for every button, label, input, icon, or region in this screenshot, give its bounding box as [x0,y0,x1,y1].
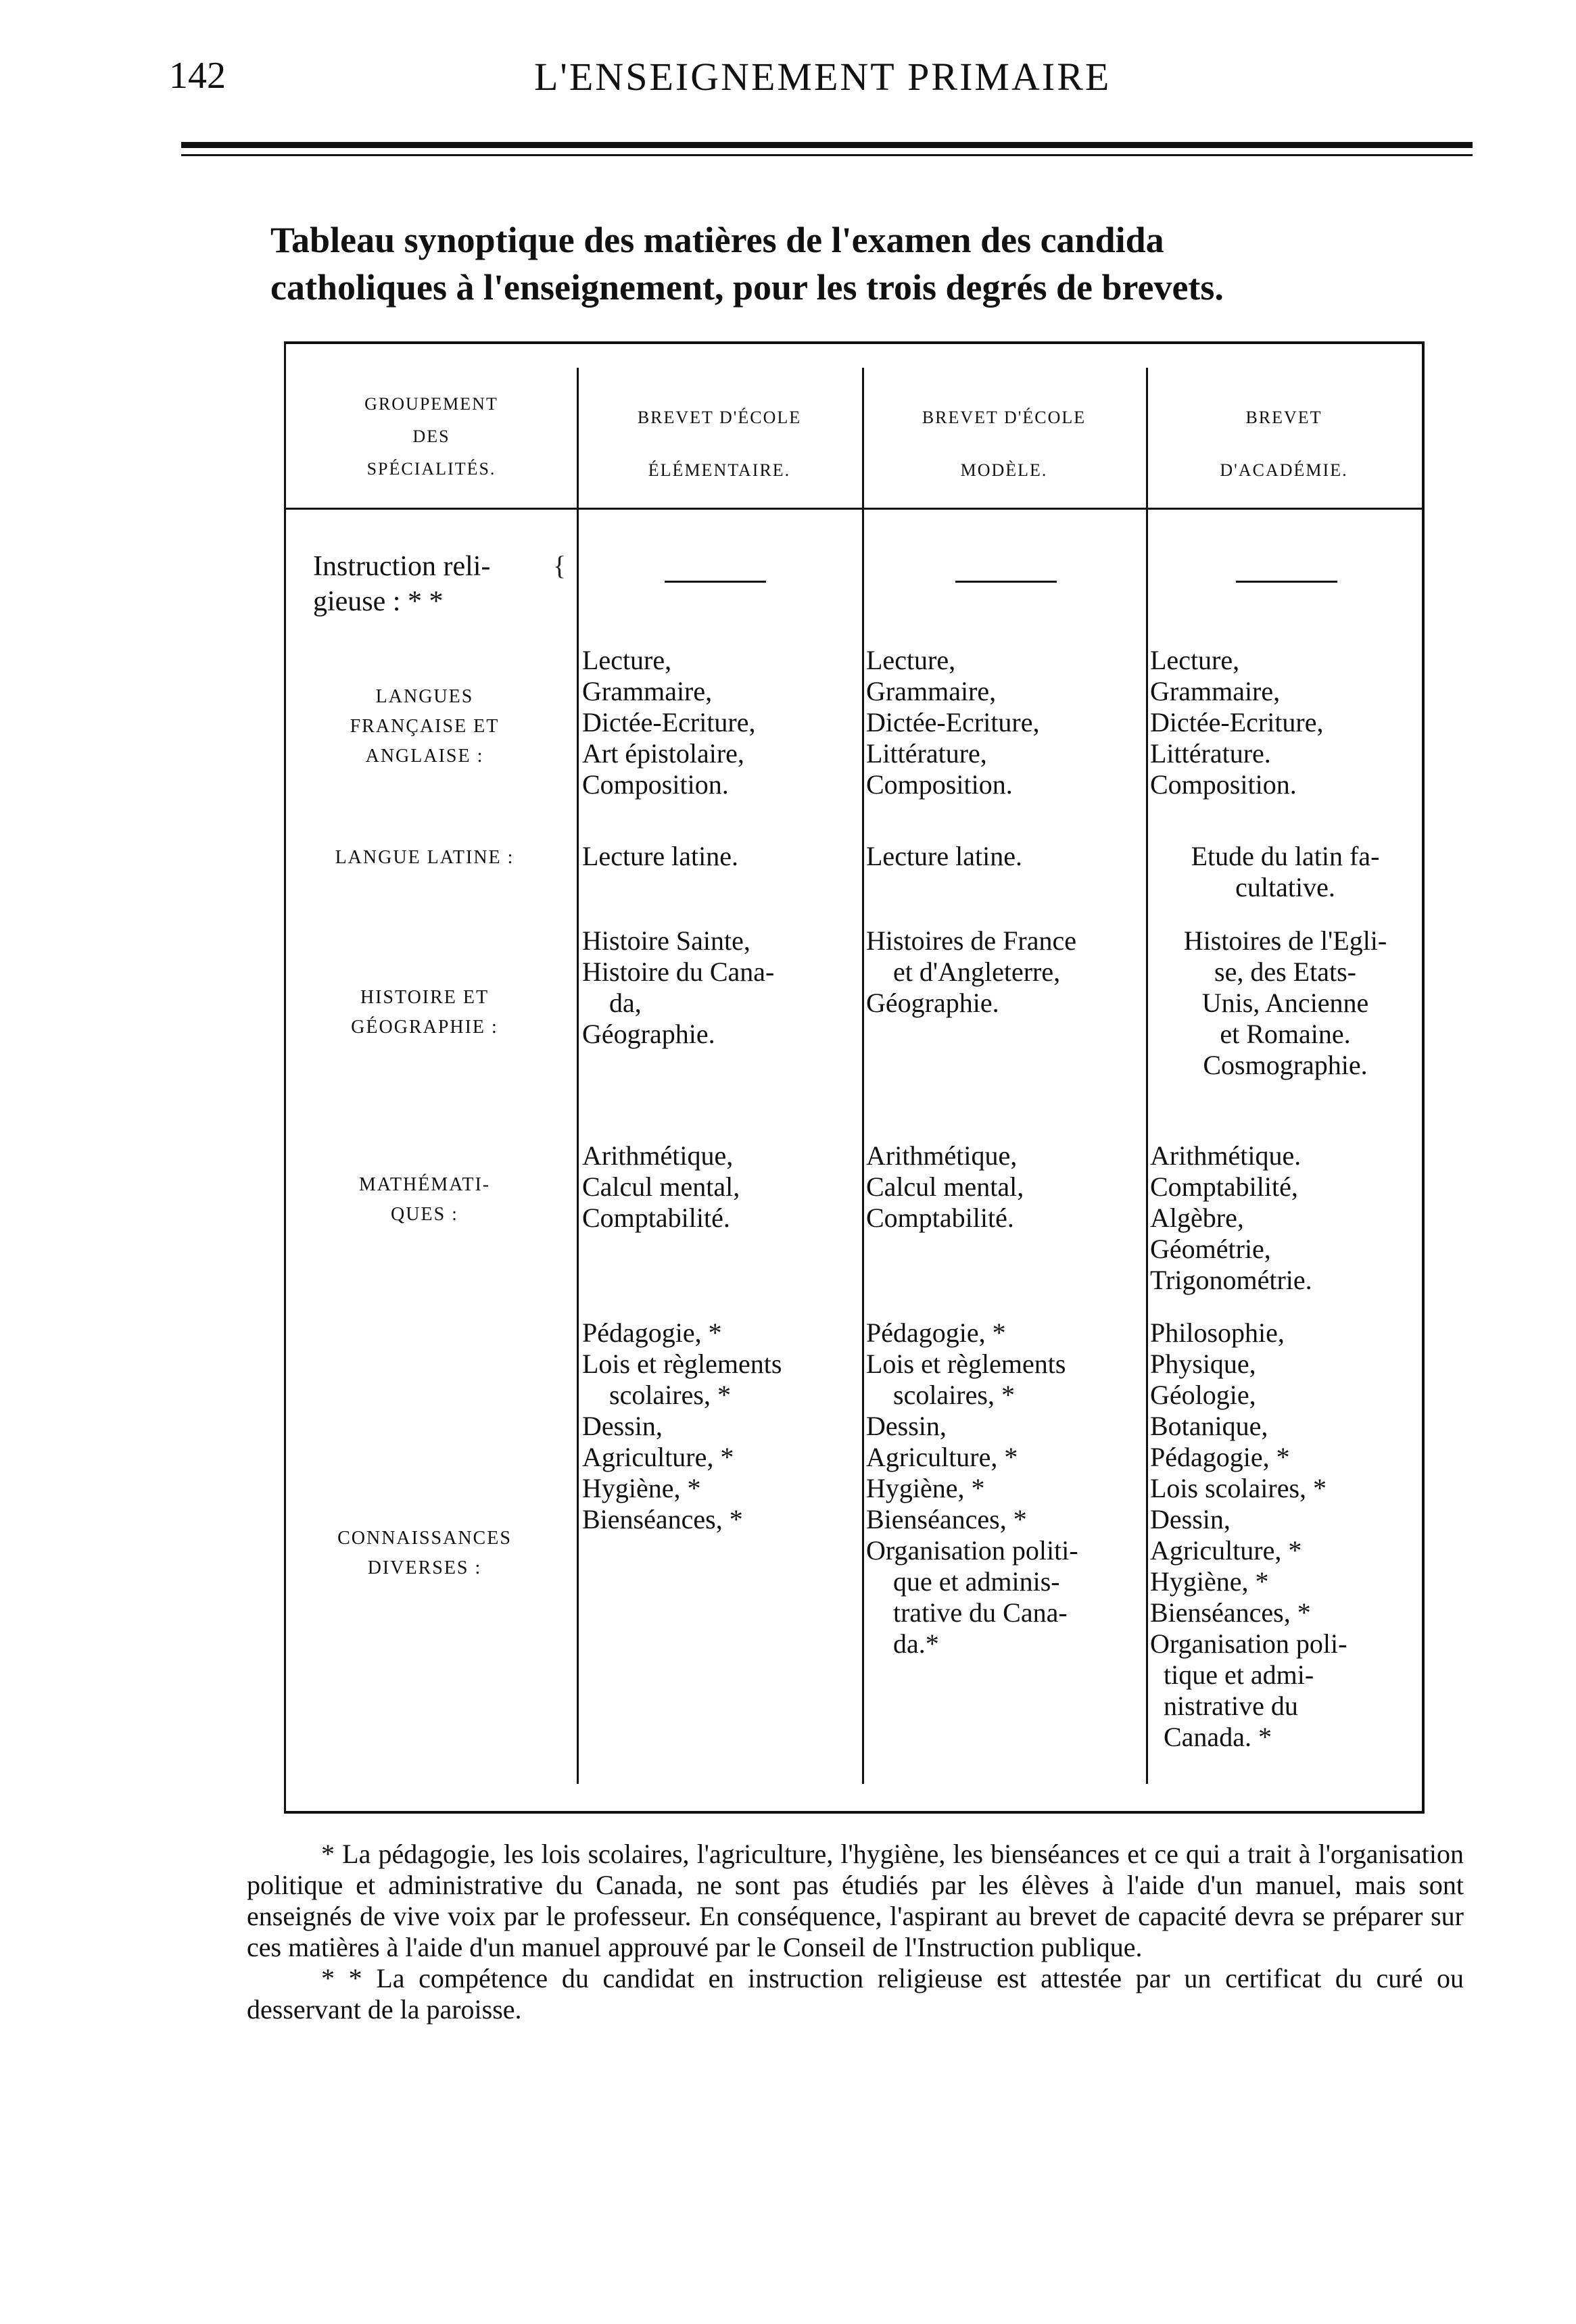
cell-line: Agriculture, * [866,1442,1018,1472]
running-title: L'ENSEIGNEMENT PRIMAIRE [534,55,1112,99]
cell-line: Calcul mental, [866,1171,1024,1202]
footnotes [247,1839,1464,2025]
dash-modele [955,581,1057,583]
header-rule-thin [181,154,1473,156]
group-line: Instruction reli- [313,551,491,582]
cell-line: Lecture, [1150,645,1240,675]
header-rule [181,142,1473,148]
title-line-2: catholiques à l'enseignement, pour les trois degrés de brevets. [270,267,1224,308]
header-modele [862,391,1146,497]
cell-line: Géométrie, [1150,1234,1271,1264]
header-line: SPÉCIALITÉS. [366,459,496,479]
cell-line: Physique, [1150,1349,1256,1379]
cell-line: Lois et règlements [582,1349,782,1379]
cell-line: Dictée-Ecriture, [866,707,1040,737]
group-line: GÉOGRAPHIE : [351,1017,498,1038]
cell-line: cultative. [1235,872,1335,902]
cell-line: Botanique, [1150,1411,1268,1441]
group-label-latin [286,843,563,873]
header-line: MODÈLE. [960,460,1048,480]
header-academie [1146,391,1422,497]
group-line: QUES : [391,1204,458,1225]
cell-line: Lecture latine. [866,841,1022,871]
cell-line: Dictée-Ecriture, [582,707,756,737]
group-line: gieuse : * * [313,586,444,617]
cell-math-modele [866,1140,1024,1234]
dash-elementaire [665,581,766,583]
cell-line: Organisation poli- [1150,1628,1347,1659]
cell-line: Composition. [866,769,1013,800]
cell-line: da, [609,988,642,1018]
group-line: ANGLAISE : [365,746,484,767]
header-line: BREVET D'ÉCOLE [922,408,1087,427]
cell-line: nistrative du [1164,1691,1298,1721]
group-line: MATHÉMATI- [358,1174,491,1195]
cell-line: scolaires, * [609,1380,731,1410]
cell-line: Grammaire, [1150,676,1281,706]
page-header [169,54,1487,108]
cell-line: Dessin, [1150,1504,1231,1534]
cell-line: Algèbre, [1150,1203,1244,1233]
cell-line: Lecture latine. [582,841,738,871]
cell-langues-elementaire [582,645,756,800]
cell-line: Organisation politi- [866,1535,1078,1566]
group-label-histoire [286,983,563,1042]
page-number: 142 [169,55,226,97]
synoptic-table [284,341,1425,1814]
header-rule [286,508,1422,510]
cell-line: Agriculture, * [582,1442,734,1472]
cell-line: Lois scolaires, * [1150,1473,1327,1503]
group-label-mathematiques [286,1170,563,1230]
cell-line: Pédagogie, * [1150,1442,1290,1472]
group-label-religion [313,549,577,619]
cell-line: et Romaine. [1220,1019,1351,1049]
cell-line: Arithmétique. [1150,1140,1302,1171]
cell-histoire-academie [1150,925,1420,1081]
cell-latin-elementaire [582,841,738,872]
cell-line: que et adminis- [893,1566,1060,1597]
cell-histoire-modele [866,925,1076,1019]
cell-line: Etude du latin fa- [1191,841,1380,871]
cell-line: Dictée-Ecriture, [1150,707,1324,737]
cell-line: Histoires de France [866,925,1077,956]
cell-line: Arithmétique, [582,1140,734,1171]
cell-line: Littérature, [866,738,987,769]
cell-latin-academie [1150,841,1420,903]
cell-line: Lois et règlements [866,1349,1066,1379]
header-line: BREVET D'ÉCOLE [637,408,802,427]
group-label-connaissances [286,1524,563,1583]
cell-line: Cosmographie. [1203,1050,1368,1080]
cell-line: Hygiène, * [866,1473,985,1503]
cell-line: Grammaire, [866,676,997,706]
cell-line: trative du Cana- [893,1597,1068,1628]
cell-langues-academie [1150,645,1324,800]
cell-line: Lecture, [866,645,956,675]
header-line: ÉLÉMENTAIRE. [648,460,791,480]
cell-line: Comptabilité, [1150,1171,1298,1202]
title-line-1: Tableau synoptique des matières de l'examen des candida [270,220,1164,260]
cell-line: Grammaire, [582,676,713,706]
column-rule [1146,368,1148,1784]
header-groupement [286,388,577,485]
header-line: DES [412,427,450,446]
cell-line: Bienséances, * [1150,1597,1311,1628]
cell-line: Hygiène, * [582,1473,701,1503]
cell-line: Composition. [582,769,729,800]
group-line: HISTOIRE ET [360,987,489,1008]
cell-line: Comptabilité. [582,1203,730,1233]
header-elementaire [577,391,862,497]
cell-line: Calcul mental, [582,1171,740,1202]
cell-line: Pédagogie, * [582,1317,722,1348]
cell-line: Lecture, [582,645,672,675]
table-title [270,216,1460,311]
cell-line: Géographie. [582,1019,715,1049]
footnote-1: * La pédagogie, les lois scolaires, l'agriculture, l'hygiène, les bienséances et ce qui a trait à l'organisation politique et administrative du Canada, ne sont pas étudiés par les élèves à l'aide d'un manuel, mais sont enseignés de vive voix par le professeur. En conséquence, l'aspirant au brevet de capacité devra se préparer sur ces matières à l'aide d'un manuel approuvé par le Conseil de l'Instruction publique. [247,1839,1464,1962]
dash-academie [1236,581,1337,583]
cell-line: Trigonométrie. [1150,1265,1312,1295]
cell-line: Dessin, [582,1411,663,1441]
cell-connaissances-academie [1150,1317,1347,1753]
cell-line: Hygiène, * [1150,1566,1269,1597]
header-line: BREVET [1245,408,1322,427]
cell-line: Dessin, [866,1411,947,1441]
cell-line: Géographie. [866,988,999,1018]
cell-line: Comptabilité. [866,1203,1014,1233]
cell-line: Philosophie, [1150,1317,1285,1348]
cell-line: scolaires, * [893,1380,1015,1410]
cell-line: tique et admi- [1164,1660,1314,1690]
column-rule [862,368,864,1784]
cell-line: se, des Etats- [1214,957,1356,987]
cell-line: Bienséances, * [582,1504,743,1534]
group-line: LANGUE LATINE : [335,847,515,868]
cell-line: Art épistolaire, [582,738,744,769]
group-line: LANGUES [375,686,474,707]
cell-math-elementaire [582,1140,740,1234]
cell-line: Composition. [1150,769,1297,800]
cell-connaissances-modele [866,1317,1078,1660]
column-rule [577,368,579,1784]
cell-line: Unis, Ancienne [1201,988,1369,1018]
cell-connaissances-elementaire [582,1317,782,1535]
group-line: DIVERSES : [367,1557,482,1578]
cell-line: Histoire du Cana- [582,957,775,987]
cell-line: et d'Angleterre, [893,957,1061,987]
cell-math-academie [1150,1140,1312,1296]
group-label-langues [286,682,563,771]
footnote-2: * * La compétence du candidat en instruction religieuse est attestée par un certificat du curé ou desservant de la paroisse. [247,1963,1464,2025]
group-line: CONNAISSANCES [337,1528,512,1549]
cell-line: Géologie, [1150,1380,1256,1410]
brace: { [553,550,567,581]
cell-latin-modele [866,841,1022,872]
cell-line: Canada. * [1164,1722,1272,1752]
header-line: D'ACADÉMIE. [1220,460,1348,480]
header-line: GROUPEMENT [364,394,498,414]
cell-line: Littérature. [1150,738,1271,769]
cell-line: Histoires de l'Egli- [1183,925,1387,956]
cell-line: Agriculture, * [1150,1535,1302,1566]
cell-line: da.* [893,1628,939,1659]
cell-line: Bienséances, * [866,1504,1027,1534]
group-line: FRANÇAISE ET [350,716,500,737]
cell-line: Histoire Sainte, [582,925,750,956]
cell-line: Arithmétique, [866,1140,1018,1171]
cell-line: Pédagogie, * [866,1317,1006,1348]
cell-histoire-elementaire [582,925,774,1050]
cell-langues-modele [866,645,1040,800]
